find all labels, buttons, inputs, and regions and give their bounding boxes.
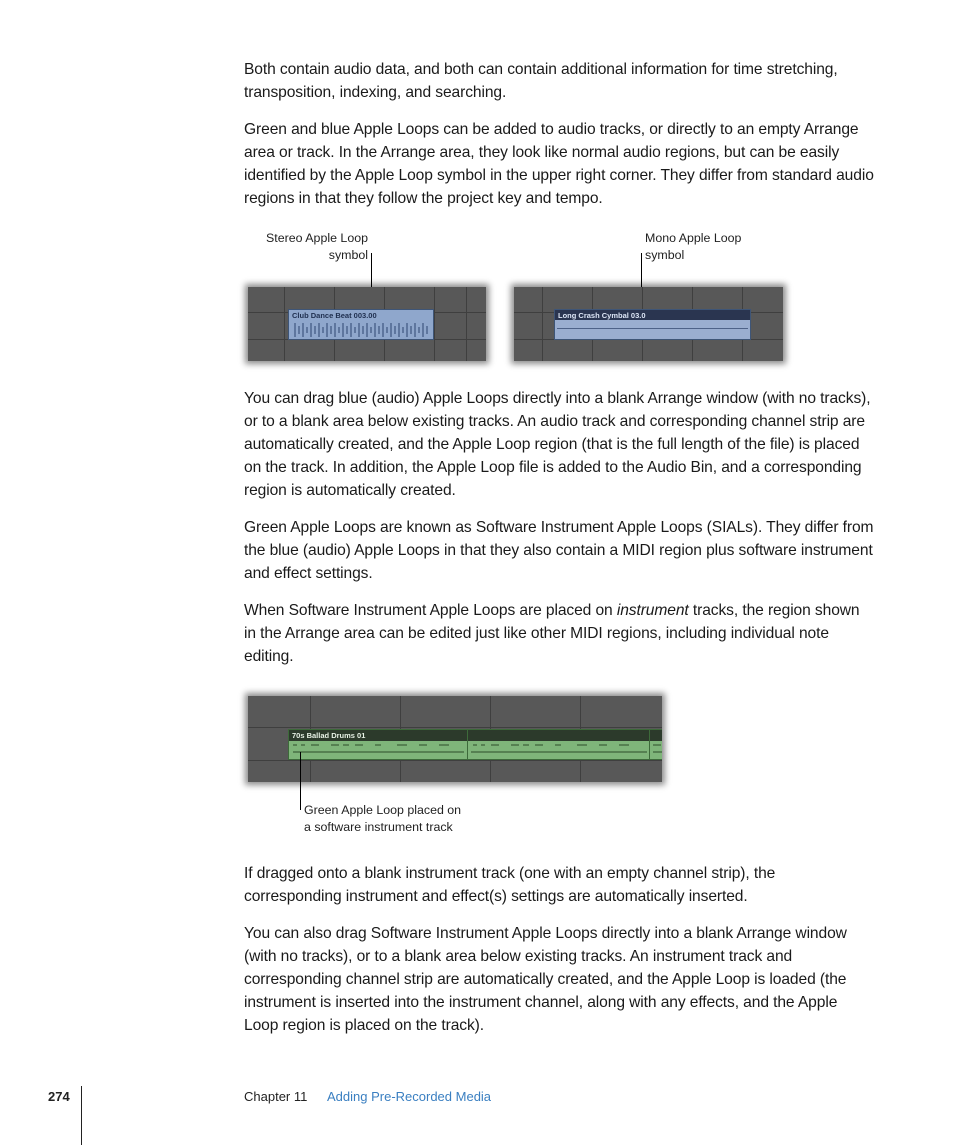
stereo-audio-region (288, 309, 434, 340)
green-loop-callout (304, 802, 504, 836)
green-callout-line1: Green Apple Loop placed on (304, 803, 462, 817)
paragraph-4: Green Apple Loops are known as Software Instrument Apple Loops (SIALs). They differ from the blue (audio) Apple Loops in that they also contain a MIDI region plus software instrument and effect settings. (244, 519, 874, 582)
mono-arrange-screenshot (514, 287, 783, 361)
paragraph-5-end: tracks, the region shown in the Arrange area can be edited just like other MIDI regions, including individual note editing. (244, 602, 860, 665)
page-number: 274 (48, 1089, 70, 1104)
green-arrange-screenshot (248, 696, 662, 782)
mono-audio-region (554, 309, 751, 340)
stereo-arrange-screenshot (248, 287, 486, 361)
mono-region-name: Long Crash Cymbal 03.0 (558, 311, 646, 320)
paragraph-7: You can also drag Software Instrument Apple Loops directly into a blank Arrange window (with no tracks), or to a blank area below existing tracks. An instrument track and corresponding channel strip are automatically created, and the Apple Loop is loaded (the instrument is inserted into the instrument channel, along with any effects, and the Apple Loop region is placed on the track). (244, 925, 847, 1034)
green-midi-notes (289, 742, 662, 760)
paragraph-5-italic: instrument (616, 602, 689, 619)
stereo-region-name: Club Dance Beat 003.00 (292, 311, 377, 320)
stereo-loop-callout (266, 230, 368, 264)
green-callout-line (300, 752, 301, 810)
stereo-waveform (289, 321, 433, 339)
paragraph-1: Both contain audio data, and both can contain additional information for time stretching, transposition, indexing, and searching. (244, 61, 838, 101)
footer-divider (81, 1086, 82, 1145)
stereo-callout-line1: Stereo Apple Loop (266, 231, 368, 245)
mono-callout-line1: Mono Apple Loop (645, 231, 742, 245)
paragraph-5 (244, 599, 874, 668)
mono-waveform (557, 328, 748, 329)
paragraph-5-start: When Software Instrument Apple Loops are placed on (244, 602, 617, 619)
green-callout-line2: a software instrument track (304, 820, 453, 834)
green-region-name: 70s Ballad Drums 01 (292, 731, 366, 740)
paragraph-2: Green and blue Apple Loops can be added to audio tracks, or directly to an empty Arrange area or track. In the Arrange area, they look like normal audio regions, but can be easily identified by the Apple Loop symbol in the upper right corner. They differ from standard audio regions in that they follow the project key and tempo. (244, 121, 874, 207)
chapter-label: Chapter 11 (244, 1089, 308, 1104)
green-midi-region (288, 729, 662, 760)
chapter-title-link[interactable]: Adding Pre-Recorded Media (327, 1089, 492, 1104)
mono-callout-line2: symbol (645, 248, 685, 262)
paragraph-6: If dragged onto a blank instrument track (one with an empty channel strip), the corresponding instrument and effect(s) settings are automatically inserted. (244, 865, 776, 905)
mono-loop-callout (645, 230, 765, 264)
paragraph-3: You can drag blue (audio) Apple Loops directly into a blank Arrange window (with no tracks), or to a blank area below existing tracks. An audio track and corresponding channel strip are automatically created, and the Apple Loop region (that is the full length of the file) is placed on the track. In addition, the Apple Loop file is added to the Audio Bin, and a corresponding region is automatically created. (244, 390, 871, 499)
stereo-callout-line2: symbol (328, 248, 368, 262)
